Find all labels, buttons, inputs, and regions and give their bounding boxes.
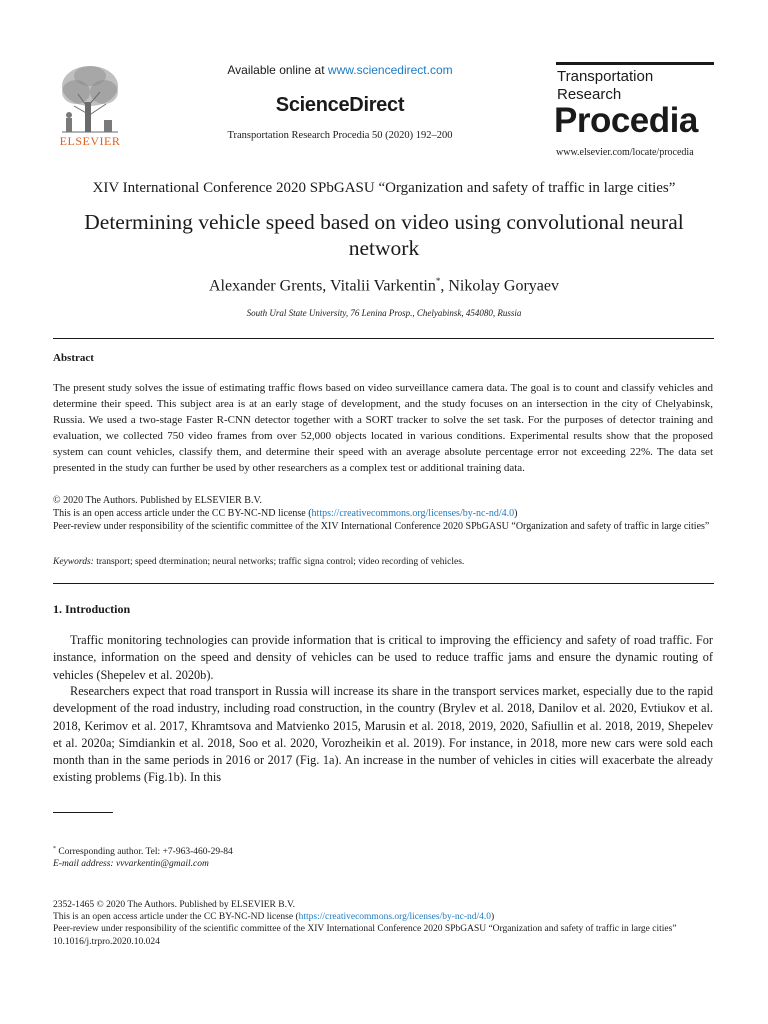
sciencedirect-brand: ScienceDirect — [275, 94, 405, 116]
abstract-heading: Abstract — [53, 352, 94, 364]
journal-logo-line2: Research — [557, 86, 622, 103]
license-suffix: ) — [514, 507, 518, 519]
footnote-email: E-mail address: vvvarkentin@gmail.com — [53, 859, 209, 869]
sciencedirect-link[interactable]: www.sciencedirect.com — [327, 63, 453, 77]
section-heading-introduction: 1. Introduction — [53, 602, 131, 616]
footer-license-suffix: ) — [491, 912, 495, 923]
journal-reference: Transportation Research Procedia 50 (2020) 192–200 — [227, 130, 453, 141]
page-footer — [53, 899, 718, 948]
footer-license-prefix: This is an open access article under the CC BY-NC-ND license ( — [53, 912, 299, 923]
authors-part1: Alexander Grents, Vitalii Varkentin — [209, 277, 436, 295]
abstract-text: The present study solves the issue of estimating traffic flows based on video surveillance camera data. The goal is to count and classify vehicles and determine their speed. This subject area is at an early stage of development, and the study focuses on an intersection in the city of Chelyabinsk, Russia. We used a two-stage Faster R-CNN detector together with a SORT tracker to solve the set task. For the purposes of detector training and evaluation, we collected 750 video frames from over 52,000 objects located in various conditions. Experimental results show that the proposed system can count vehicles, classify them, and determine their speed with an average absolute percentage error not exceeding 22%. The data set presented in the study can further be used by other researchers as a complex test or additional training data. — [53, 382, 713, 474]
footnote-corresponding-text: Corresponding author. Tel: +7-963-460-29-84 — [56, 847, 233, 858]
divider-top — [53, 338, 714, 339]
keywords-line — [53, 557, 713, 567]
conference-name: XIV International Conference 2020 SPbGASU “Organization and safety of traffic in large cities” — [92, 180, 676, 196]
available-online-line — [160, 63, 520, 77]
footer-issn: 2352-1465 © 2020 The Authors. Published by ELSEVIER B.V. — [53, 900, 295, 910]
license-line — [53, 508, 713, 521]
journal-logo-rule — [556, 62, 714, 65]
journal-logo-line1: Transportation — [557, 68, 654, 85]
footer-license — [53, 911, 718, 923]
available-online-text: Available online at — [227, 63, 328, 77]
corresponding-mark: * — [435, 276, 441, 286]
journal-logo-procedia: Procedia — [554, 101, 698, 140]
peer-review-line: Peer-review under responsibility of the scientific committee of the XIV International Conference 2020 SPbGASU “Organization and safety of traffic in large cities” — [53, 520, 710, 532]
footnote-rule — [53, 812, 113, 813]
authors-part2: , Nikolay Goryaev — [440, 277, 559, 295]
copyright-line: © 2020 The Authors. Published by ELSEVIER B.V. — [53, 495, 262, 506]
footer-peer-review: Peer-review under responsibility of the scientific committee of the XIV International Conference 2020 SPbGASU “Organization and safety of traffic in large cities” — [53, 924, 677, 935]
footer-doi[interactable]: 10.1016/j.trpro.2020.10.024 — [53, 936, 160, 947]
paper-authors — [40, 276, 728, 295]
footnote-mark: * — [53, 846, 56, 852]
paper-title: Determining vehicle speed based on video using convolutional neural network — [84, 210, 684, 260]
footnote-corresponding — [53, 846, 233, 857]
keywords-list: transport; speed dtermination; neural networks; traffic signa control; video recording of vehicles. — [93, 557, 465, 567]
copyright-block — [53, 495, 713, 533]
intro-paragraph-1: Traffic monitoring technologies can provide information that is critical to improving the efficiency and safety of road traffic. For instance, information on the speed and density of vehicles can be used to reduce traffic jams and ensure the dynamic routing of vehicles (Shepelev et al. 2020b). — [53, 633, 713, 682]
divider-middle — [53, 583, 714, 584]
author-affiliation: South Ural State University, 76 Lenina Prosp., Chelyabinsk, 454080, Russia — [246, 308, 522, 318]
journal-url[interactable]: www.elsevier.com/locate/procedia — [556, 147, 694, 158]
publisher-name: ELSEVIER — [59, 134, 121, 148]
license-prefix: This is an open access article under the CC BY-NC-ND license ( — [53, 507, 312, 519]
license-link[interactable]: https://creativecommons.org/licenses/by-nc-nd/4.0 — [311, 507, 515, 519]
keywords-label: Keywords: — [53, 557, 94, 567]
intro-paragraph-2: Researchers expect that road transport in Russia will increase its share in the transport services market, especially due to the rapid development of the road industry, including road construction, in the country (Brylev et al. 2018, Danilov et al. 2020, Evtiukov et al. 2018, Kerimov et al. 2017, Khramtsova and Matvienko 2015, Marusin et al. 2018, 2019, 2020, Safiullin et al. 2018, 2019, Shepelev et al. 2020a; Simdiankin et al. 2018, Soo et al. 2020, Vorozheikin et al. 2019). For instance, in 2018, more new cars were sold each month than in the same periods in 2016 or 2017 (Fig. 1a). An increase in the number of vehicles in cities will exacerbate the already existing problems (Fig.1b). In this — [53, 684, 713, 785]
footer-license-link[interactable]: https://creativecommons.org/licenses/by-nc-nd/4.0 — [298, 912, 492, 923]
